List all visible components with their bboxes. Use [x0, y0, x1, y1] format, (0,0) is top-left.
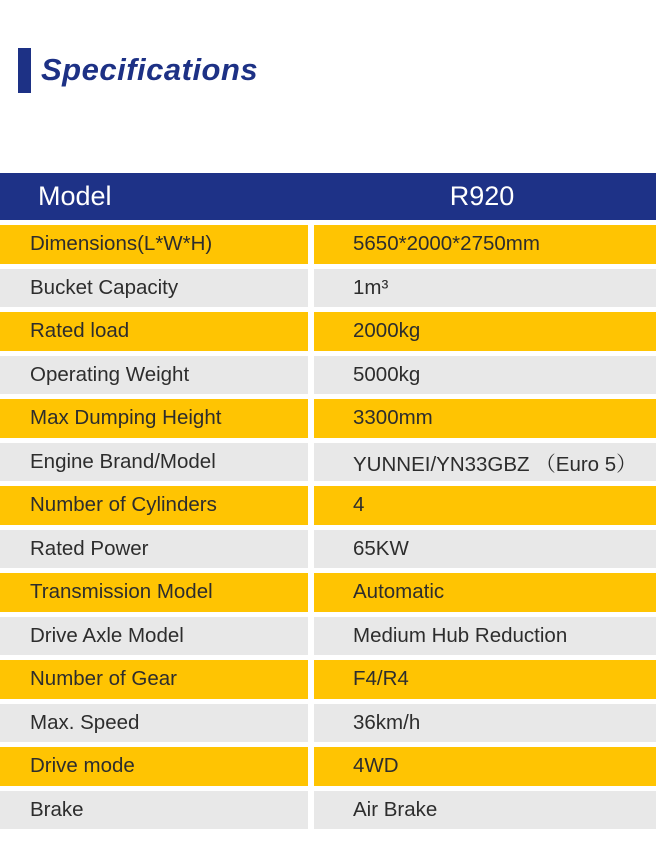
- table-row: [0, 791, 656, 830]
- table-row: [0, 573, 656, 612]
- spec-value: 3300mm: [314, 399, 656, 438]
- section-title: [18, 47, 656, 93]
- spec-label: Number of Cylinders: [0, 486, 308, 525]
- table-row: [0, 312, 656, 351]
- spec-label: Max Dumping Height: [0, 399, 308, 438]
- spec-label: Dimensions(L*W*H): [0, 225, 308, 264]
- table-row: [0, 704, 656, 743]
- spec-value: 4WD: [314, 747, 656, 786]
- table-row: [0, 486, 656, 525]
- spec-label: Number of Gear: [0, 660, 308, 699]
- spec-table-body: [0, 225, 656, 829]
- spec-value: 5000kg: [314, 356, 656, 395]
- title-accent-bar: [18, 48, 31, 93]
- header-model-value: R920: [449, 181, 515, 211]
- spec-value: YUNNEI/YN33GBZ （Euro 5）: [314, 443, 656, 482]
- spec-value: Medium Hub Reduction: [314, 617, 656, 656]
- spec-label: Rated Power: [0, 530, 308, 569]
- header-model-label: Model: [38, 181, 112, 211]
- table-row: [0, 269, 656, 308]
- table-row: [0, 747, 656, 786]
- table-row: [0, 356, 656, 395]
- spec-value: 36km/h: [314, 704, 656, 743]
- table-row: [0, 530, 656, 569]
- spec-label: Max. Speed: [0, 704, 308, 743]
- spec-value: Air Brake: [314, 791, 656, 830]
- spec-value: Automatic: [314, 573, 656, 612]
- spec-value: 1m³: [314, 269, 656, 308]
- spec-label: Operating Weight: [0, 356, 308, 395]
- spec-value: F4/R4: [314, 660, 656, 699]
- section-title-text: Specifications: [41, 52, 259, 87]
- table-row: [0, 660, 656, 699]
- spec-label: Brake: [0, 791, 308, 830]
- spec-label: Bucket Capacity: [0, 269, 308, 308]
- spec-label: Rated load: [0, 312, 308, 351]
- table-row: [0, 225, 656, 264]
- spec-value: 5650*2000*2750mm: [314, 225, 656, 264]
- spec-table-header-row: [0, 173, 656, 220]
- spec-value: 2000kg: [314, 312, 656, 351]
- spec-label: Drive Axle Model: [0, 617, 308, 656]
- table-row: [0, 399, 656, 438]
- spec-label: Drive mode: [0, 747, 308, 786]
- spec-label: Transmission Model: [0, 573, 308, 612]
- spec-table: [0, 173, 656, 829]
- spec-value: 4: [314, 486, 656, 525]
- spec-label: Engine Brand/Model: [0, 443, 308, 482]
- table-row: [0, 617, 656, 656]
- spec-value: 65KW: [314, 530, 656, 569]
- table-row: [0, 443, 656, 482]
